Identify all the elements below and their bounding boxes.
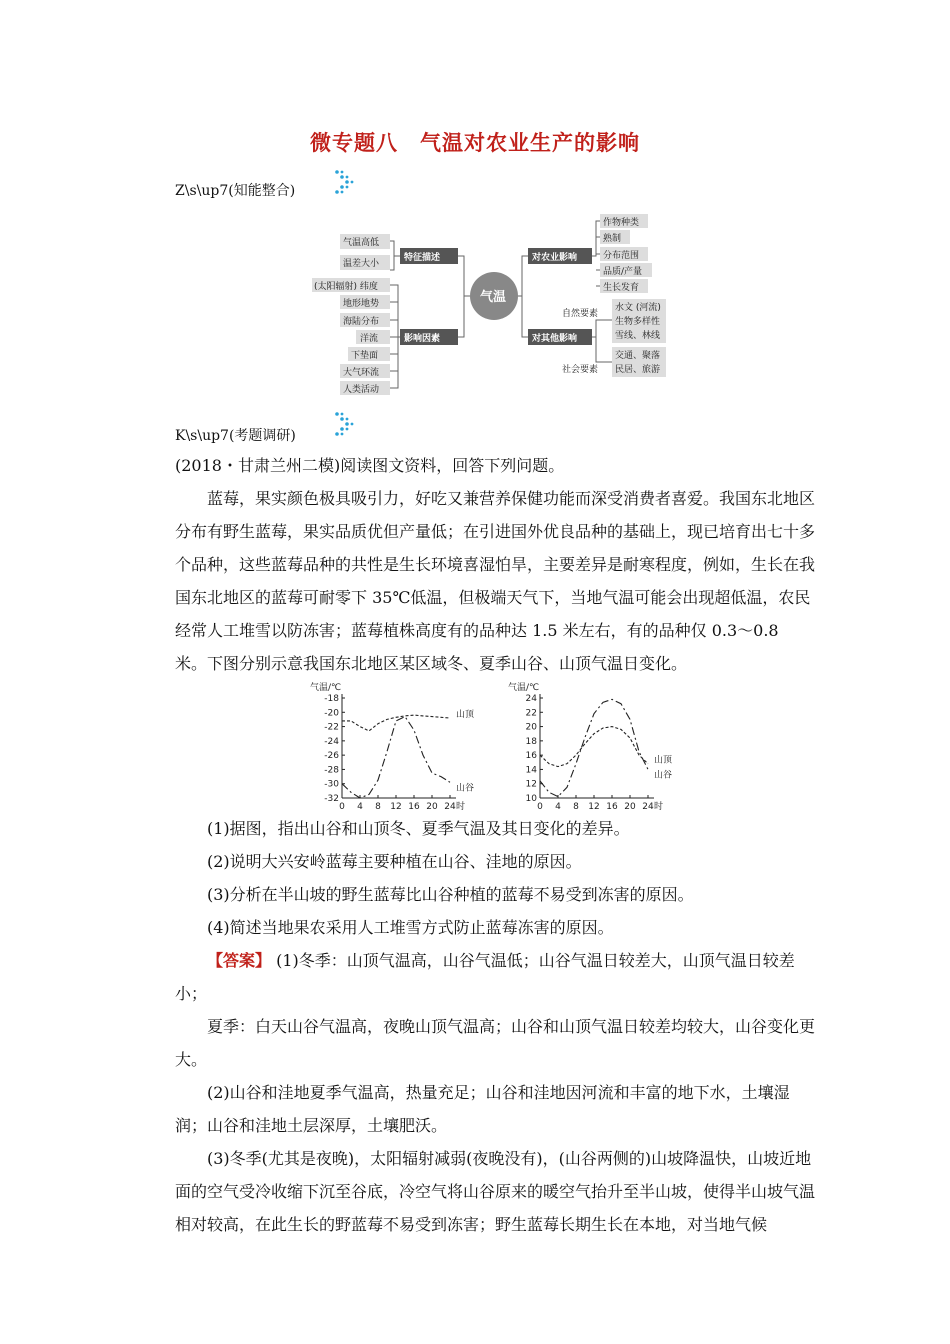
mm-factor-5: 下垫面 bbox=[351, 351, 379, 361]
section-heading-exam: K\s\up7(考题调研) bbox=[175, 428, 296, 444]
answer-3: (3)冬季(尤其是夜晚)，太阳辐射减弱(夜晚没有)，(山谷两侧的)山坡降温快，山坡近地面的空气受冷收缩下沉至谷底，冷空气将山谷原来的暖空气抬升至半山坡，使得半山坡气温相对较高，在此生长的野蓝莓不易受到冻害；野生蓝莓长期生长在本地，对当地气候 bbox=[175, 1149, 816, 1234]
series-line-1 bbox=[540, 699, 648, 796]
series-line-1 bbox=[342, 717, 450, 798]
y-tick-label: 20 bbox=[525, 722, 537, 733]
x-tick-label: 16 bbox=[408, 802, 420, 812]
mm-agri-3: 分布范围 bbox=[603, 251, 640, 261]
y-tick-label: -22 bbox=[324, 722, 339, 733]
x-axis-label: 时 bbox=[654, 802, 664, 812]
mm-other-box: 对其他影响 bbox=[532, 334, 578, 344]
y-tick-label: 22 bbox=[525, 708, 537, 719]
mindmap-social-leaves bbox=[612, 347, 666, 377]
series-label: 山谷 bbox=[654, 770, 673, 781]
y-tick-label: 10 bbox=[525, 794, 537, 804]
chevron-icon bbox=[333, 168, 355, 196]
series-label: 山谷 bbox=[456, 783, 475, 794]
x-tick-label: 4 bbox=[555, 802, 561, 812]
mindmap-factor-leaves bbox=[312, 278, 390, 395]
mm-natural-2: 生物多样性 bbox=[615, 317, 661, 327]
series-label: 山顶 bbox=[654, 755, 673, 766]
mm-feature-1: 气温高低 bbox=[343, 238, 380, 248]
y-tick-label: -30 bbox=[324, 779, 339, 790]
mm-factor-6: 大气环流 bbox=[343, 368, 380, 378]
y-tick-label: 12 bbox=[525, 779, 537, 790]
mm-features-box: 特征描述 bbox=[404, 253, 441, 263]
answer-2: (2)山谷和洼地夏季气温高，热量充足；山谷和洼地因河流和丰富的地下水，土壤湿润；山谷和洼地土层深厚，土壤肥沃。 bbox=[175, 1083, 790, 1135]
mm-factor-3: 海陆分布 bbox=[343, 317, 380, 327]
source-line: (2018・甘肃兰州二模)阅读图文资料，回答下列问题。 bbox=[175, 456, 565, 475]
x-tick-label: 8 bbox=[573, 802, 579, 812]
y-tick-label: -32 bbox=[324, 794, 339, 804]
chevron-icon bbox=[333, 410, 355, 438]
x-tick-label: 8 bbox=[375, 802, 381, 812]
x-tick-label: 16 bbox=[606, 802, 618, 812]
page-title: 微专题八 气温对农业生产的影响 bbox=[310, 131, 640, 155]
y-tick-label: -20 bbox=[324, 708, 339, 719]
mm-social-1: 交通、聚落 bbox=[615, 351, 661, 361]
question-block bbox=[175, 449, 815, 680]
x-tick-label: 0 bbox=[339, 802, 345, 812]
x-tick-label: 20 bbox=[624, 802, 636, 812]
concept-map bbox=[310, 210, 680, 400]
series-line-0 bbox=[540, 727, 648, 767]
series-label: 山顶 bbox=[456, 710, 475, 720]
answer-1b: 夏季：白天山谷气温高，夜晚山顶气温高；山谷和山顶气温日较差均较大，山谷变化更大。 bbox=[175, 1017, 816, 1069]
x-tick-label: 24 bbox=[642, 802, 654, 812]
mm-social-label: 社会要素 bbox=[562, 365, 599, 375]
section-heading-knowledge: Z\s\up7(知能整合) bbox=[175, 183, 296, 199]
x-tick-label: 12 bbox=[390, 802, 402, 812]
y-tick-label: -24 bbox=[324, 736, 339, 747]
mm-agri-5: 生长发育 bbox=[603, 283, 640, 293]
question-4: (4)简述当地果农采用人工堆雪方式防止蓝莓冻害的原因。 bbox=[207, 918, 614, 937]
mm-natural-1: 水文 (河流) bbox=[615, 303, 661, 313]
question-1: (1)据图，指出山谷和山顶冬、夏季气温及其日变化的差异。 bbox=[207, 819, 630, 838]
summer-chart bbox=[508, 681, 673, 812]
mm-factor-2: 地形地势 bbox=[343, 299, 380, 309]
question-3: (3)分析在半山坡的野生蓝莓比山谷种植的蓝莓不易受到冻害的原因。 bbox=[207, 885, 694, 904]
y-tick-label: 14 bbox=[525, 765, 537, 776]
x-axis-label: 时 bbox=[456, 802, 466, 812]
mm-feature-2: 温差大小 bbox=[343, 259, 380, 269]
mm-natural-3: 雪线、林线 bbox=[615, 331, 661, 341]
x-tick-label: 24 bbox=[444, 802, 456, 812]
y-tick-label: -26 bbox=[324, 751, 339, 762]
mm-agri-box: 对农业影响 bbox=[532, 253, 578, 263]
intro-paragraph: 蓝莓，果实颜色极具吸引力，好吃又兼营养保健功能而深受消费者喜爱。我国东北地区分布有野生蓝莓，果实品质优但产量低；在引进国外优良品种的基础上，现已培育出七十多个品种，这些蓝莓品种的共性是生长环境喜湿怕旱，主要差异是耐寒程度，例如，生长在我国东北地区的蓝莓可耐零下 35℃低温，但极端天气下，当地气温可能会出现超低温，农民经常人工堆雪以防冻害；蓝莓植株高度有的品种达 1.5 米左右，有的品种仅 0.3～0.8 米。下图分别示意我国东北地区某区域冬、夏季山谷、山顶气温日变化。 bbox=[175, 489, 816, 673]
y-axis-label: 气温/℃ bbox=[508, 683, 540, 693]
mm-natural-label: 自然要素 bbox=[562, 309, 599, 319]
mm-social-2: 民居、旅游 bbox=[615, 365, 661, 375]
answer-block bbox=[175, 812, 815, 1241]
y-tick-label: -28 bbox=[324, 765, 339, 776]
mindmap-features-leaves bbox=[340, 234, 390, 270]
x-tick-label: 0 bbox=[537, 802, 543, 812]
winter-chart bbox=[310, 681, 475, 812]
x-tick-label: 12 bbox=[588, 802, 600, 812]
y-tick-label: 18 bbox=[525, 736, 537, 747]
y-tick-label: 16 bbox=[525, 751, 537, 762]
mm-agri-4: 品质/产量 bbox=[603, 267, 643, 277]
question-2: (2)说明大兴安岭蓝莓主要种植在山谷、洼地的原因。 bbox=[207, 852, 582, 871]
mm-center: 气温 bbox=[480, 290, 507, 305]
y-tick-label: -18 bbox=[324, 694, 339, 704]
mm-factor-7: 人类活动 bbox=[343, 385, 380, 395]
mm-factors-box: 影响因素 bbox=[404, 334, 441, 344]
x-tick-label: 4 bbox=[357, 802, 363, 812]
y-tick-label: 24 bbox=[525, 694, 537, 704]
mindmap-natural-leaves bbox=[612, 299, 666, 343]
mm-factor-1: (太阳辐射) 纬度 bbox=[314, 282, 378, 292]
mindmap-agri-leaves bbox=[600, 214, 652, 293]
answer-1: (1)冬季：山顶气温高，山谷气温低；山谷气温日较差大，山顶气温日较差小； bbox=[175, 951, 795, 1003]
x-tick-label: 20 bbox=[426, 802, 438, 812]
series-line-0 bbox=[342, 715, 450, 731]
mm-factor-4: 洋流 bbox=[360, 334, 379, 344]
mm-agri-1: 作物种类 bbox=[603, 218, 640, 228]
mm-agri-2: 熟制 bbox=[603, 234, 622, 244]
temperature-charts bbox=[308, 678, 688, 812]
answer-label: 【答案】 bbox=[207, 951, 272, 970]
y-axis-label: 气温/℃ bbox=[310, 683, 342, 693]
